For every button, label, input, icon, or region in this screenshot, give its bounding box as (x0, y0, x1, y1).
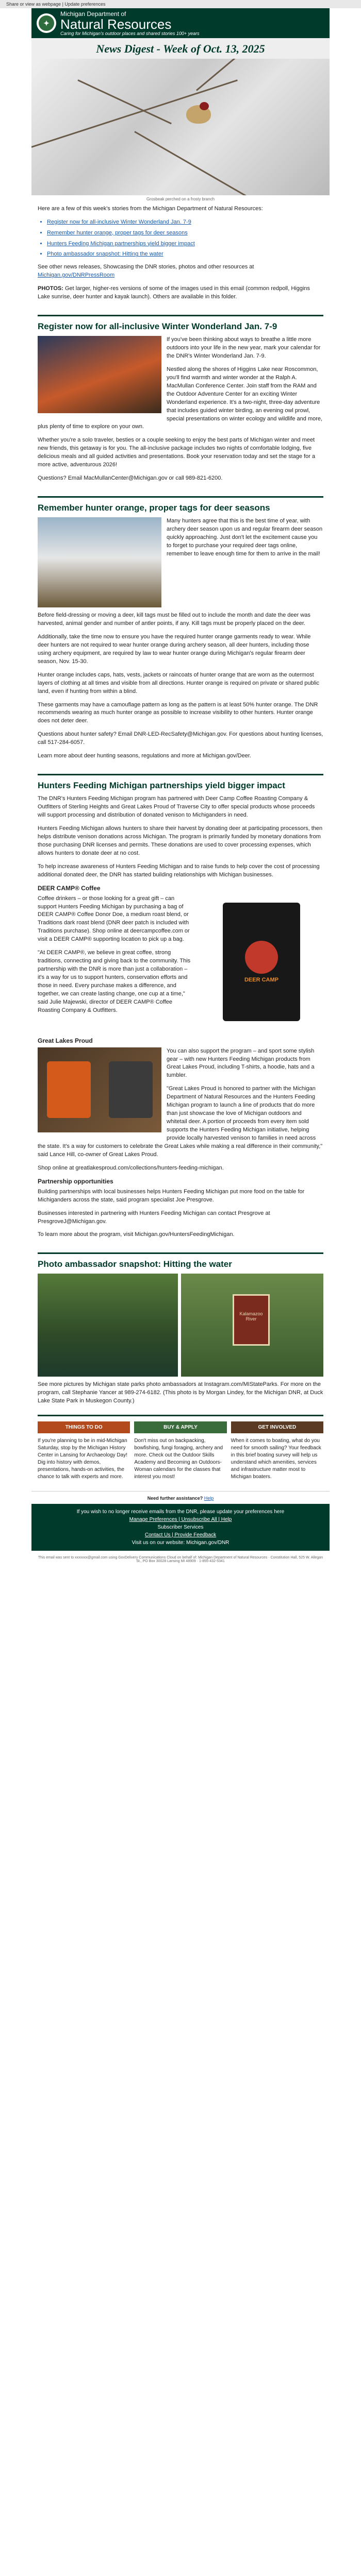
subhead-great-lakes-proud: Great Lakes Proud (38, 1037, 93, 1044)
section-divider (38, 1252, 323, 1254)
story-link[interactable]: • Register now for all-inclusive Winter Wonderland Jan. 7-9 (47, 218, 323, 226)
section-winter-wonderland: Register now for all-inclusive Winter Wonderland Jan. 7-9 If you've been thinking about ways to breathe a little more outdoors into your life in the new year, mark your calendar for the DNR's Winter Wonderland Jan. 7-9. Nestled along the shores of Higgins Lake near Roscommon, you'll find warmth and winter wonder at the Ralph A. MacMullan Conference Center. Join staff from the RAM and the Outdoor Adventure Center for an exciting Winter Wonderland experience. It's a two-night, three-day adventure that includes guided winter birding, an evening owl prowl, special presentations on winter ecology and wildlife and more, plus plenty of time to explore on your own. Whether you're a solo traveler, besties or a couple seeking to enjoy the best parts of Michigan winter and meet new friends, this getaway is for you. The all-inclusive package includes two nights of comfortable lodging, five delicious meals and all guided activities and presentations. Book your reservation today and set the stage for a more active, adventurous 2026! Questions? Email MacMullanCenter@Michigan.gov or call 989-821-6200. (31, 309, 330, 490)
press-room-line: See other news releases, Showcasing the DNR stories, photos and other resources at Michigan.gov/DNRPressRoom (38, 264, 254, 279)
river-sign: Kalamazoo River (233, 1294, 270, 1346)
header-line1: Michigan Department of (60, 10, 126, 18)
sunset-photo (38, 336, 161, 413)
coffee-bag-photo: DEER CAMP (200, 895, 323, 1029)
shirt-icon (47, 1061, 91, 1118)
kayak-photo (38, 1274, 178, 1377)
things-to-do-button[interactable]: THINGS TO DO (38, 1421, 130, 1433)
col-things-to-do: THINGS TO DO If you're planning to be in mid-Michigan Saturday, stop by the Michigan History Center in Lansing for Archaeology Day! Dig into history with demos, presentations, hands-on activities, the chance to talk with experts and more. (38, 1421, 130, 1486)
col-buy-apply: BUY & APPLY Don't miss out on backpacking, bowfishing, fungi foraging, archery and more. Check out the Outdoor Skills Academy and Becoming an Outdoors-Woman calendars for the classes that interest you most! (134, 1421, 226, 1486)
email-body (31, 8, 330, 1566)
get-involved-button[interactable]: GET INVOLVED (231, 1421, 323, 1433)
story-list (47, 218, 323, 258)
intro-text: Here are a few of this week's stories from the Michigan Department of Natural Resources: (38, 206, 263, 212)
story-link[interactable]: • Remember hunter orange, proper tags for deer seasons (47, 229, 323, 237)
header-line2: Natural Resources (60, 16, 172, 32)
section-title[interactable]: Photo ambassador snapshot: Hitting the water (38, 1259, 232, 1269)
story-link[interactable]: • Photo ambassador snapshot: Hitting the water (47, 250, 323, 258)
section-divider (38, 774, 323, 775)
dnr-logo-icon: ✦ (37, 13, 56, 33)
section-divider (38, 315, 323, 316)
bird-icon (186, 105, 211, 124)
top-bar[interactable]: Share or view as webpage | Update preferences (0, 0, 361, 8)
section-title[interactable]: Hunters Feeding Michigan partnerships yield bigger impact (38, 781, 285, 791)
section-hunter-orange: Remember hunter orange, proper tags for deer seasons Many hunters agree that this is the best time of year, with archery deer season upon us and regular firearm deer season quickly approaching. Just don't let the excitement cause you to forget to purchase your required deer tags online, remember to leave enough time for them to arrive in the mail! Before field-dressing or moving a deer, kill tags must be filled out to include the month and date the deer was harvested, animal gender and number of antler points, if any. Kill tags must be properly placed on the deer. Additionally, take the time now to ensure you have the required hunter orange garments ready to wear. While deer hunters are not required to wear hunter orange during archery season, all deer hunters, including those using archery equipment, are required by law to wear hunter orange during Michigan's regular firearm deer season, Nov. 15-30. Hunter orange includes caps, hats, vests, jackets or raincoats of hunter orange that are worn as the outermost layers of clothing at all times and visible from all directions. Hunter orange is required on private or shared public land, even if hunting from within a blind. These garments may have a camouflage pattern as long as the pattern is at least 50% hunter orange. The DNR recommends wearing as much hunter orange as possible to increase visibility to other hunters. Hunter orange does not deter deer. Questions about hunter safety? Email DNR-LED-RecSafety@Michigan.gov. For questions about hunting licenses, call 517-284-6057. Learn more about deer hunting seasons, regulations and more at Michigan.gov/Deer. (31, 490, 330, 768)
intro-section (31, 203, 330, 309)
header-banner (31, 8, 330, 38)
patch-icon (245, 941, 278, 974)
digest-title: News Digest - Week of Oct. 13, 2025 (31, 38, 330, 59)
section-divider (38, 1415, 323, 1416)
col-get-involved: GET INVOLVED When it comes to boating, what do you need for smooth sailing? Your feedback in this brief boating survey will help us understand which amenities, services and infrastructure matter most to Michigan boaters. (231, 1421, 323, 1486)
press-room-link[interactable]: Michigan.gov/DNRPressRoom (38, 272, 115, 279)
section-photo-ambassador: Photo ambassador snapshot: Hitting the water Kalamazoo River See more pictures by Michigan state parks photo ambassadors at Instagram.com/MIStateParks. For more on the program, call Stephanie Yancer at 989-274-6182. (This photo is by Morgan Lindey, for the Michigan DNR, at Duck Lake State Park in Muskegon County.) (31, 1246, 330, 1413)
header-tagline: Caring for Michigan's outdoor places and shared stories 100+ years (60, 31, 200, 36)
footer: Need further assistance? Help If you wish to no longer receive emails from the DNR, please update your preferences here Manage Preferences | Unsubscribe All | Help Subscriber Services Contact Us | Provide Feedback Visit us on our website: Michigan.gov/DNR (31, 1491, 330, 1553)
website-link[interactable]: Visit us on our website: Michigan.gov/DNR (132, 1540, 229, 1546)
hunter-photo (38, 517, 161, 607)
section-divider (38, 496, 323, 498)
hero-image[interactable] (31, 59, 330, 195)
section-title[interactable]: Register now for all-inclusive Winter Wonderland Jan. 7-9 (38, 321, 277, 332)
buy-apply-button[interactable]: BUY & APPLY (134, 1421, 226, 1433)
sign-photo (181, 1274, 323, 1377)
section-title[interactable]: Remember hunter orange, proper tags for deer seasons (38, 503, 270, 513)
footer-bar: If you wish to no longer receive emails from the DNR, please update your preferences here Manage Preferences | Unsubscribe All | Help Subscriber Services Contact Us | Provide Feedback Visit us on our website: Michigan.gov/DNR (31, 1504, 330, 1551)
hero-caption: Grosbeak perched on a frosty branch (146, 197, 215, 201)
fine-print: This email was sent to xxxxxxx@gmail.com using GovDelivery Communications Cloud on behalf of: Michigan Department of Natural Resources · Constitution Hall, 525 W. Allegan St., PO Box 30028 Lansing MI 48909 · 1-855-432-5341 (38, 1556, 323, 1564)
subhead-coffee: DEER CAMP® Coffee (38, 884, 101, 892)
photos-line: PHOTOS: Get larger, higher-res versions of some of the images used in this email (common redpoll, Higgins Lake sunrise, deer hunter and kayak launch). Others are available in this folder. (38, 285, 310, 300)
shirts-photo (38, 1047, 161, 1132)
section-hunters-feeding: Hunters Feeding Michigan partnerships yield bigger impact The DNR's Hunters Feeding Michigan program has partnered with Deer Camp Coffee Roasting Company & Outfitters of Sterling Heights and Great Lakes Proud of Traverse City to offer special products whose proceeds will support processing and distribution of donated venison to Michiganders in need. Hunters Feeding Michigan allows hunters to share their harvest by donating deer at participating processors, then helps distribute venison donations across Michigan. The program is primarily funded by monetary donations from those purchasing DNR licenses and permits. These donations are used to cover processing expenses, which allows hunters to donate deer at no cost. To help increase awareness of Hunters Feeding Michigan and to raise funds to help cover the cost of processing additional donated deer, the DNR has started building relationships with Michigan businesses. DEER CAMP® Coffee DEER CAMP Coffee drinkers – or those looking for a great gift – can support Hunters Feeding Michigan by purchasing a bag of DEER CAMP® Coffee Donor Doe, a medium roast blend, or Traditions dark roast blend (DNR deer patch is included with Traditions purchase). Shop online at deercampcoffee.com or visit a DEER CAMP® supporting location to pick up a bag. "At DEER CAMP®, we believe in great coffee, strong traditions, connecting and giving back to the community. This partnership with the DNR is more than just a collaboration – it's a way for us to support hunters, conservation efforts and those in need. Every purchase makes a difference, and together, we can create lasting change, one cup at a time," said Julie Majewski, director of DEER CAMP® Coffee Roasting Company & Outfitters. Great Lakes Proud You can also support the program – and sport some stylish gear – with new Hunters Feeding Michigan products from Great Lakes Proud, including T-shirts, a hoodie, hats and a tumbler. "Great Lakes Proud is honored to partner with the Michigan Department of Natural Resources and the Hunters Feeding Michigan program to launch a line of products that do more than just showcase the love of Michigan outdoors and whitetail deer. A portion of proceeds from every item sold supports the Hunters Feeding Michigan initiative, helping provide locally harvested venison to families in need across the state. It's a way for customers to celebrate the Great Lakes while making a real difference in their community," said Lance Hill, co-owner of Great Lakes Proud. Shop online at greatlakesproud.com/collections/hunters-feeding-michigan. Partnership opportunities Building partnerships with local businesses helps Hunters Feeding Michigan put more food on the table for Michiganders across the state, said program specialist Joe Presgrove. Businesses interested in partnering with Hunters Feeding Michigan can contact Presgrove at PresgroveJ@Michigan.gov. To learn more about the program, visit Michigan.gov/HuntersFeedingMichigan. (31, 768, 330, 1246)
manage-preferences-link[interactable]: Manage Preferences | Unsubscribe All | Help (129, 1517, 232, 1523)
story-link[interactable]: • Hunters Feeding Michigan partnerships yield bigger impact (47, 240, 323, 248)
contact-link[interactable]: Contact Us | Provide Feedback (144, 1532, 217, 1538)
cta-columns (31, 1418, 330, 1491)
subhead-partnership: Partnership opportunities (38, 1177, 113, 1185)
help-link[interactable]: Help (204, 1496, 214, 1501)
shirt-icon (109, 1061, 153, 1118)
